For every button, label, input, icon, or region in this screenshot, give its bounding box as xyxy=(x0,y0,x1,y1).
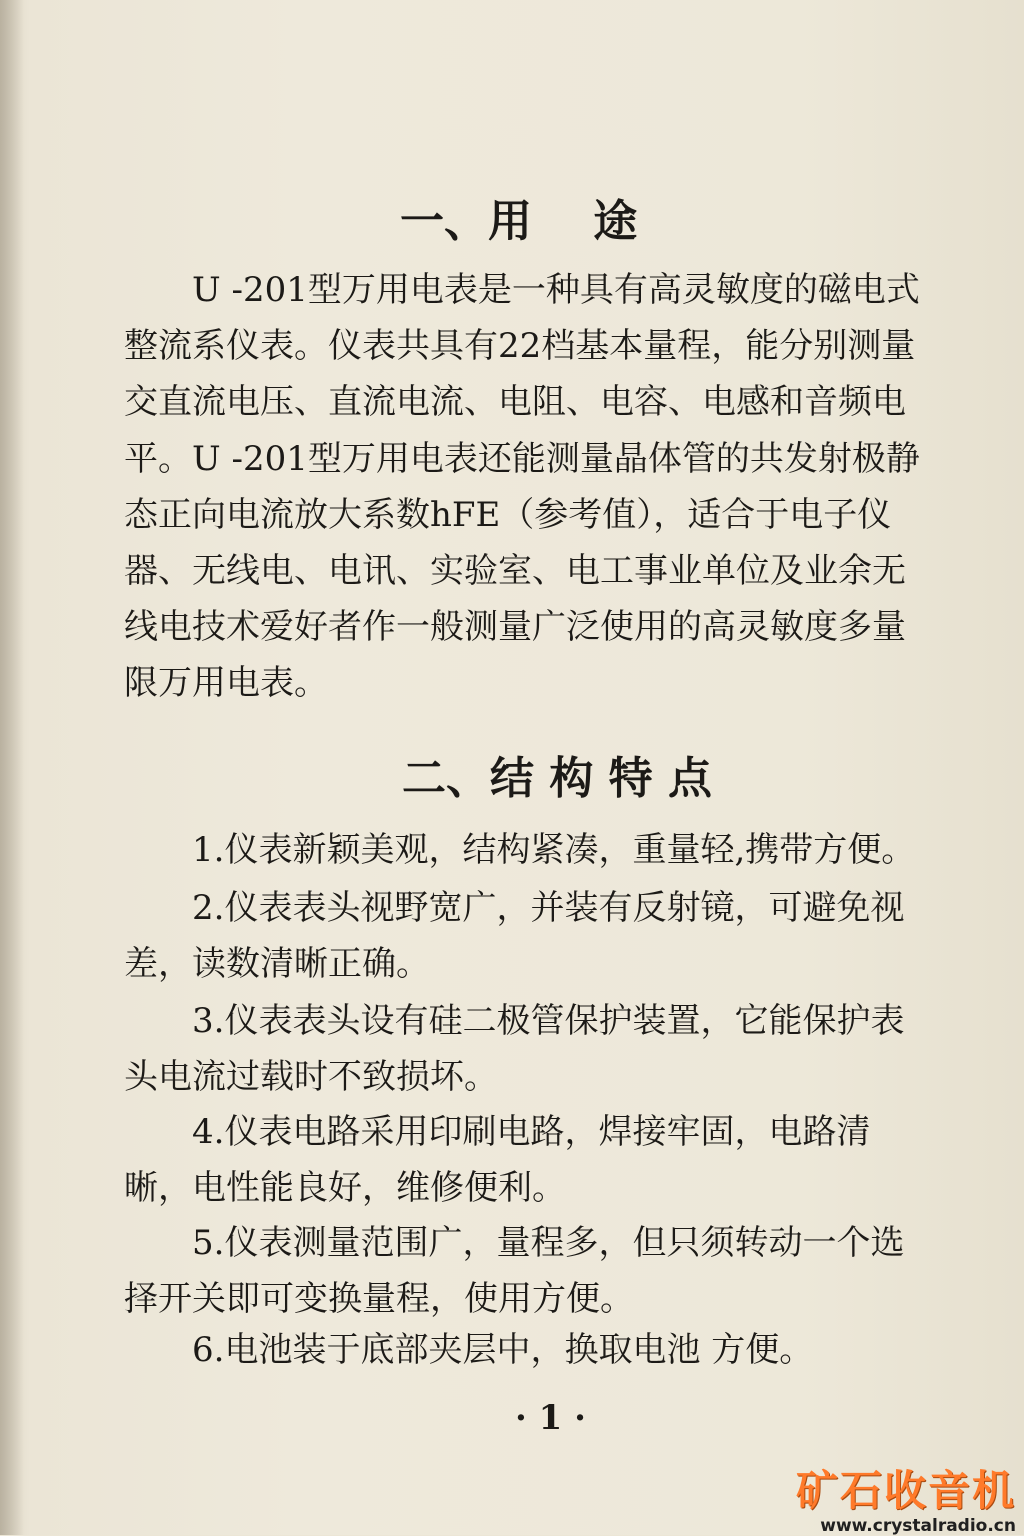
feature-line: 差，读数清晰正确。 xyxy=(124,944,430,985)
watermark-url: www.crystalradio.cn xyxy=(820,1516,1016,1536)
feature-line: 2.仪表表头视野宽广，并装有反射镜，可避免视 xyxy=(192,888,905,928)
site-watermark xyxy=(796,1458,1016,1536)
feature-item xyxy=(124,993,944,1105)
feature-item xyxy=(124,1104,944,1216)
paragraph-line: 线电技术爱好者作一般测量广泛使用的高灵敏度多量 xyxy=(124,607,906,648)
page-number: · 1 · xyxy=(515,1398,587,1438)
section-heading-features: 二、结 构 特 点 xyxy=(402,753,712,804)
feature-line: 3.仪表表头设有硅二极管保护装置，它能保护表 xyxy=(192,1001,905,1041)
feature-line: 头电流过载时不致损坏。 xyxy=(124,1057,498,1098)
feature-line: 6.电池装于底部夹层中，换取电池 方便。 xyxy=(192,1330,814,1370)
section-heading-usage: 一、用 途 xyxy=(400,196,638,247)
feature-item xyxy=(124,822,944,878)
paragraph-line: 交直流电压、直流电流、电阻、电容、电感和音频电 xyxy=(124,382,906,423)
paragraph-line: 限万用电表。 xyxy=(124,663,328,704)
page-binding-shadow xyxy=(0,0,24,1535)
feature-line: 择开关即可变换量程，使用方便。 xyxy=(124,1279,634,1320)
feature-item xyxy=(124,1322,944,1378)
watermark-logo: 矿石收音机 xyxy=(795,1466,1016,1515)
feature-line: 5.仪表测量范围广，量程多，但只须转动一个选 xyxy=(192,1223,905,1263)
paragraph-line: 态正向电流放大系数hFE（参考值），适合于电子仪 xyxy=(124,494,892,535)
usage-paragraph xyxy=(124,262,944,712)
paragraph-line: 整流系仪表。仪表共具有22档基本量程，能分别测量 xyxy=(124,326,916,367)
feature-item xyxy=(124,880,944,992)
paragraph-line: 器、无线电、电讯、实验室、电工事业单位及业余无 xyxy=(124,550,906,591)
feature-line: 晰，电性能良好，维修便利。 xyxy=(124,1168,566,1209)
paragraph-line: U -201型万用电表是一种具有高灵敏度的磁电式 xyxy=(192,270,920,310)
feature-line: 4.仪表电路采用印刷电路，焊接牢固，电路清 xyxy=(192,1112,871,1152)
feature-item xyxy=(124,1215,944,1327)
paragraph-line: 平。U -201型万用电表还能测量晶体管的共发射极静 xyxy=(124,438,920,479)
feature-line: 1.仪表新颖美观，结构紧凑，重量轻,携带方便。 xyxy=(192,830,916,870)
